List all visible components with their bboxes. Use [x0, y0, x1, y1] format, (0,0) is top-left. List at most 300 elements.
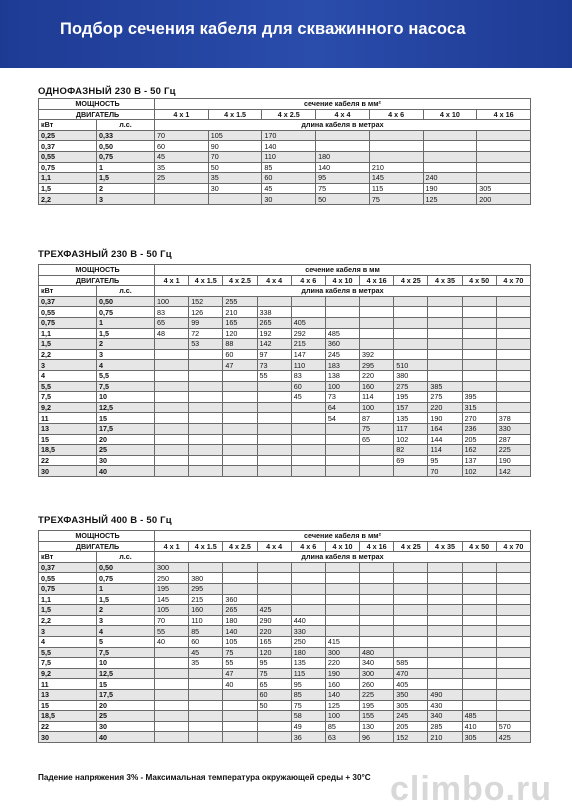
length-cell: 440 [291, 615, 325, 626]
hp-cell: 10 [97, 392, 155, 403]
length-cell: 75 [316, 183, 370, 194]
column-header: 4 x 6 [291, 541, 325, 552]
length-cell [325, 562, 359, 573]
length-cell [477, 151, 531, 162]
table-row [39, 194, 531, 205]
length-cell: 300 [325, 647, 359, 658]
length-cell [223, 562, 257, 573]
table-row [39, 413, 531, 424]
length-cell [325, 296, 359, 307]
length-cell [316, 141, 370, 152]
kw-cell: 22 [39, 721, 97, 732]
length-cell: 236 [462, 423, 496, 434]
table-title-three-phase-230: ТРЕХФАЗНЫЙ 230 В - 50 Гц [38, 249, 172, 260]
length-cell [394, 328, 428, 339]
length-cell: 100 [360, 402, 394, 413]
length-cell [291, 434, 325, 445]
length-cell [155, 689, 189, 700]
motor-label: ДВИГАТЕЛЬ [39, 541, 155, 552]
length-cell [496, 711, 530, 722]
length-cell [223, 381, 257, 392]
length-cell [223, 413, 257, 424]
length-cell: 100 [155, 296, 189, 307]
hp-cell: 40 [97, 466, 155, 477]
table-row [39, 689, 531, 700]
length-cell [189, 668, 223, 679]
column-header: 4 x 25 [394, 541, 428, 552]
length-cell: 180 [291, 647, 325, 658]
length-cell [325, 455, 359, 466]
length-cell: 60 [262, 173, 316, 184]
length-cell [257, 711, 291, 722]
length-cell: 125 [325, 700, 359, 711]
length-cell: 75 [257, 668, 291, 679]
column-header: 4 x 16 [360, 541, 394, 552]
length-cell: 115 [291, 668, 325, 679]
length-cell: 195 [155, 583, 189, 594]
length-cell: 40 [155, 636, 189, 647]
length-cell [223, 732, 257, 743]
motor-label: ДВИГАТЕЛЬ [39, 109, 155, 120]
length-cell: 50 [316, 194, 370, 205]
three-phase-230-cable-table [38, 264, 531, 477]
length-cell [360, 636, 394, 647]
length-cell: 49 [291, 721, 325, 732]
length-cell [223, 573, 257, 584]
length-cell [189, 732, 223, 743]
length-cell: 110 [262, 151, 316, 162]
cable-section-label: сечение кабеля в мм² [155, 99, 531, 110]
table-row [39, 732, 531, 743]
length-cell: 200 [477, 194, 531, 205]
column-header: 4 x 10 [423, 109, 477, 120]
length-cell [325, 423, 359, 434]
length-cell [394, 615, 428, 626]
kw-cell: 2,2 [39, 349, 97, 360]
length-cell [496, 392, 530, 403]
length-cell [360, 562, 394, 573]
length-cell: 164 [428, 423, 462, 434]
length-cell: 490 [428, 689, 462, 700]
length-cell: 95 [428, 455, 462, 466]
length-cell: 70 [155, 130, 209, 141]
length-cell: 190 [423, 183, 477, 194]
length-cell [428, 605, 462, 616]
length-cell: 430 [428, 700, 462, 711]
length-cell [477, 130, 531, 141]
hp-cell: 12,5 [97, 668, 155, 679]
length-cell: 70 [428, 466, 462, 477]
length-cell [462, 573, 496, 584]
length-cell [428, 317, 462, 328]
length-cell: 99 [189, 317, 223, 328]
length-cell: 45 [155, 151, 209, 162]
length-cell: 350 [394, 689, 428, 700]
length-cell [189, 402, 223, 413]
column-header-row [39, 109, 531, 120]
length-cell: 338 [257, 307, 291, 318]
length-cell: 510 [394, 360, 428, 371]
cable-section-label: сечение кабеля в мм [155, 265, 531, 276]
length-cell: 73 [325, 392, 359, 403]
length-cell [462, 626, 496, 637]
length-cell: 300 [360, 668, 394, 679]
length-cell [189, 392, 223, 403]
length-cell: 340 [428, 711, 462, 722]
kw-cell: 0,75 [39, 162, 97, 173]
hp-cell: 0,50 [97, 141, 155, 152]
length-cell: 305 [394, 700, 428, 711]
length-cell: 360 [325, 339, 359, 350]
length-cell [291, 455, 325, 466]
length-cell [394, 349, 428, 360]
length-cell: 138 [325, 370, 359, 381]
length-cell [496, 307, 530, 318]
length-cell: 47 [223, 360, 257, 371]
length-cell [360, 573, 394, 584]
length-cell [189, 370, 223, 381]
length-cell [257, 381, 291, 392]
length-cell [394, 626, 428, 637]
length-cell: 55 [257, 370, 291, 381]
header-row [39, 99, 531, 110]
kw-cell: 0,37 [39, 296, 97, 307]
table-row [39, 328, 531, 339]
length-cell [155, 455, 189, 466]
table-row [39, 679, 531, 690]
table-row [39, 455, 531, 466]
hp-cell: 0,75 [97, 573, 155, 584]
column-header: 4 x 2.5 [262, 109, 316, 120]
column-header: 4 x 70 [496, 275, 530, 286]
length-cell [155, 360, 189, 371]
length-cell [223, 455, 257, 466]
table-row [39, 466, 531, 477]
motor-power-label: МОЩНОСТЬ [39, 99, 155, 110]
length-cell: 330 [291, 626, 325, 637]
length-cell: 195 [394, 392, 428, 403]
hp-cell: 15 [97, 679, 155, 690]
length-cell [496, 679, 530, 690]
length-cell [423, 130, 477, 141]
length-cell [155, 466, 189, 477]
length-cell [223, 721, 257, 732]
length-cell [325, 583, 359, 594]
kw-cell: 13 [39, 423, 97, 434]
length-cell [291, 594, 325, 605]
length-cell: 215 [291, 339, 325, 350]
length-cell: 82 [394, 445, 428, 456]
kw-cell: 18,5 [39, 711, 97, 722]
length-cell [394, 562, 428, 573]
length-cell: 30 [262, 194, 316, 205]
length-cell: 144 [428, 434, 462, 445]
length-cell [257, 583, 291, 594]
column-header: 4 x 1 [155, 275, 189, 286]
kw-cell: 1,5 [39, 183, 97, 194]
kw-cell: 13 [39, 689, 97, 700]
length-cell [394, 317, 428, 328]
length-cell: 96 [360, 732, 394, 743]
length-cell [257, 562, 291, 573]
length-cell [223, 402, 257, 413]
hp-cell: 0,50 [97, 296, 155, 307]
hp-cell: 0,75 [97, 151, 155, 162]
length-cell [428, 360, 462, 371]
length-cell: 205 [394, 721, 428, 732]
length-cell [257, 423, 291, 434]
header-row [39, 531, 531, 542]
length-cell [360, 296, 394, 307]
length-cell [423, 151, 477, 162]
length-cell [189, 700, 223, 711]
table-row [39, 423, 531, 434]
length-cell [462, 370, 496, 381]
length-cell: 380 [189, 573, 223, 584]
length-cell [428, 307, 462, 318]
length-cell: 114 [360, 392, 394, 403]
column-header: 4 x 70 [496, 541, 530, 552]
length-cell: 240 [423, 173, 477, 184]
length-cell: 120 [223, 328, 257, 339]
length-cell [325, 615, 359, 626]
kw-cell: 4 [39, 370, 97, 381]
table-row [39, 573, 531, 584]
length-cell: 300 [155, 562, 189, 573]
length-cell: 102 [462, 466, 496, 477]
length-cell: 405 [394, 679, 428, 690]
hp-cell: 0,50 [97, 562, 155, 573]
single-phase-cable-table [38, 98, 531, 205]
length-cell: 220 [428, 402, 462, 413]
length-cell: 35 [155, 162, 209, 173]
length-cell: 140 [316, 162, 370, 173]
units-row [39, 120, 531, 131]
length-cell: 225 [496, 445, 530, 456]
length-cell [394, 636, 428, 647]
length-cell [360, 605, 394, 616]
length-cell: 192 [257, 328, 291, 339]
length-cell: 85 [325, 721, 359, 732]
length-cell [496, 615, 530, 626]
length-cell: 265 [257, 317, 291, 328]
length-cell [394, 339, 428, 350]
table-row [39, 402, 531, 413]
length-cell [257, 594, 291, 605]
column-header: 4 x 2.5 [223, 275, 257, 286]
length-cell [423, 162, 477, 173]
length-cell: 140 [325, 689, 359, 700]
kw-cell: 9,2 [39, 668, 97, 679]
length-cell: 105 [223, 636, 257, 647]
length-cell [189, 711, 223, 722]
length-cell [477, 141, 531, 152]
units-row [39, 552, 531, 563]
length-cell [496, 647, 530, 658]
length-cell: 137 [462, 455, 496, 466]
length-cell: 120 [257, 647, 291, 658]
kw-cell: 3 [39, 360, 97, 371]
three-phase-400-cable-table [38, 530, 531, 743]
length-cell [223, 434, 257, 445]
length-cell [155, 423, 189, 434]
length-cell [155, 732, 189, 743]
length-cell: 72 [189, 328, 223, 339]
length-cell [223, 423, 257, 434]
length-cell [496, 594, 530, 605]
length-cell: 360 [223, 594, 257, 605]
kw-unit-label: кВт [39, 552, 97, 563]
length-cell: 126 [189, 307, 223, 318]
kw-cell: 11 [39, 679, 97, 690]
length-cell [496, 339, 530, 350]
length-cell [155, 402, 189, 413]
length-cell: 110 [291, 360, 325, 371]
column-header: 4 x 25 [394, 275, 428, 286]
length-cell: 105 [155, 605, 189, 616]
length-cell [394, 573, 428, 584]
length-cell: 48 [155, 328, 189, 339]
length-cell [155, 658, 189, 669]
length-cell: 470 [394, 668, 428, 679]
length-cell [462, 562, 496, 573]
kw-cell: 2,2 [39, 615, 97, 626]
kw-cell: 30 [39, 732, 97, 743]
length-cell: 88 [223, 339, 257, 350]
length-cell [360, 583, 394, 594]
length-cell [428, 658, 462, 669]
kw-cell: 11 [39, 413, 97, 424]
length-cell [155, 711, 189, 722]
length-cell [189, 360, 223, 371]
length-cell [428, 594, 462, 605]
column-header-row [39, 275, 531, 286]
length-cell: 415 [325, 636, 359, 647]
length-cell: 225 [360, 689, 394, 700]
motor-label: ДВИГАТЕЛЬ [39, 275, 155, 286]
length-cell [257, 445, 291, 456]
length-cell [291, 605, 325, 616]
footer-note: Падение напряжения 3% - Максимальная температура окружающей среды + 30°C [38, 773, 371, 782]
length-cell: 160 [360, 381, 394, 392]
length-cell: 75 [360, 423, 394, 434]
length-cell: 180 [316, 151, 370, 162]
length-cell: 50 [257, 700, 291, 711]
length-cell [496, 328, 530, 339]
table-row [39, 296, 531, 307]
length-cell [189, 689, 223, 700]
length-cell [223, 583, 257, 594]
length-cell: 75 [369, 194, 423, 205]
length-cell: 73 [257, 360, 291, 371]
hp-cell: 7,5 [97, 647, 155, 658]
column-header: 4 x 1 [155, 541, 189, 552]
length-cell [155, 339, 189, 350]
length-cell [155, 413, 189, 424]
length-cell: 75 [223, 647, 257, 658]
table-row [39, 317, 531, 328]
length-cell [223, 689, 257, 700]
column-header: 4 x 50 [462, 541, 496, 552]
length-cell: 160 [189, 605, 223, 616]
column-header: 4 x 16 [477, 109, 531, 120]
length-cell: 315 [462, 402, 496, 413]
length-cell [155, 183, 209, 194]
hp-unit-label: л.с. [97, 286, 155, 297]
column-header-row [39, 541, 531, 552]
length-cell: 85 [262, 162, 316, 173]
length-cell [496, 317, 530, 328]
table-row [39, 173, 531, 184]
length-cell [155, 700, 189, 711]
length-cell [496, 583, 530, 594]
length-cell [291, 573, 325, 584]
length-cell [223, 711, 257, 722]
length-cell [496, 296, 530, 307]
table-row [39, 615, 531, 626]
kw-cell: 1,1 [39, 594, 97, 605]
hp-cell: 7,5 [97, 381, 155, 392]
length-cell: 105 [208, 130, 262, 141]
cable-length-label: длина кабеля в метрах [155, 552, 531, 563]
length-cell: 70 [208, 151, 262, 162]
hp-cell: 1,5 [97, 594, 155, 605]
table-row [39, 711, 531, 722]
length-cell: 250 [291, 636, 325, 647]
hp-cell: 4 [97, 626, 155, 637]
table-row [39, 339, 531, 350]
table-row [39, 594, 531, 605]
length-cell [223, 392, 257, 403]
hp-cell: 40 [97, 732, 155, 743]
length-cell: 295 [360, 360, 394, 371]
length-cell: 70 [155, 615, 189, 626]
length-cell: 95 [316, 173, 370, 184]
length-cell [325, 626, 359, 637]
length-cell: 165 [223, 317, 257, 328]
length-cell: 275 [394, 381, 428, 392]
table-row [39, 162, 531, 173]
column-header: 4 x 6 [291, 275, 325, 286]
kw-cell: 4 [39, 636, 97, 647]
length-cell: 155 [360, 711, 394, 722]
length-cell [428, 668, 462, 679]
column-header: 4 x 10 [325, 541, 359, 552]
length-cell [325, 594, 359, 605]
table-row [39, 130, 531, 141]
length-cell [428, 296, 462, 307]
cable-section-label: сечение кабеля в мм² [155, 531, 531, 542]
hp-cell: 5,5 [97, 370, 155, 381]
length-cell [462, 668, 496, 679]
length-cell [257, 573, 291, 584]
length-cell: 405 [291, 317, 325, 328]
length-cell: 152 [189, 296, 223, 307]
length-cell [423, 141, 477, 152]
length-cell: 392 [360, 349, 394, 360]
length-cell [462, 689, 496, 700]
length-cell [496, 636, 530, 647]
kw-cell: 0,37 [39, 141, 97, 152]
length-cell: 145 [369, 173, 423, 184]
length-cell [189, 466, 223, 477]
kw-cell: 3 [39, 626, 97, 637]
kw-cell: 0,37 [39, 562, 97, 573]
length-cell: 570 [496, 721, 530, 732]
hp-cell: 1 [97, 583, 155, 594]
length-cell: 195 [360, 700, 394, 711]
kw-unit-label: кВт [39, 286, 97, 297]
